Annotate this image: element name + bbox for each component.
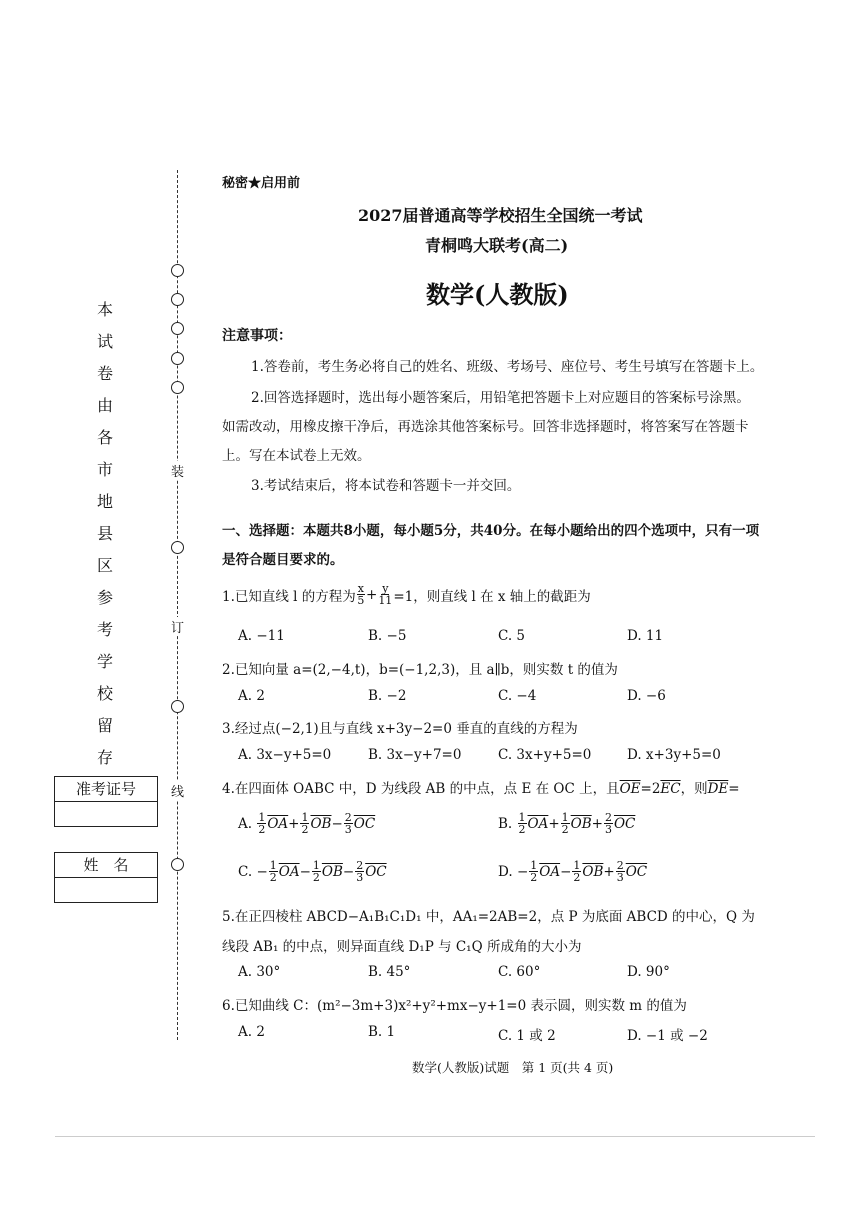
vector-oc: $\overline{OC}$ — [613, 815, 636, 832]
vertical-char: 本 — [97, 300, 114, 319]
subject-title: 数学(人教版) — [426, 280, 569, 309]
option-sign: − — [560, 863, 572, 880]
vertical-char: 县 — [97, 524, 114, 543]
coef-half — [300, 812, 309, 835]
coef-num: 1 — [530, 859, 538, 872]
q4-text-pre: 4.在四面体 OABC 中，D 为线段 AB 的中点，点 E 在 OC 上，且 — [222, 781, 620, 797]
notice-item: 2.回答选择题时，选出每小题答案后，用铅笔把答题卡上对应题目的答案标号涂黑。 — [251, 390, 750, 406]
binding-hole — [171, 264, 184, 277]
q1-plus: + — [366, 586, 378, 603]
question-2: 2.已知向量 a=(2,−4,t)，b=(−1,2,3)，且 a∥b，则实数 t 的值为 — [222, 662, 618, 678]
vector-oa: $\overline{OA}$ — [539, 863, 561, 880]
coef-den: 2 — [312, 871, 320, 884]
question-1 — [222, 583, 591, 606]
coef-den: 2 — [573, 871, 581, 884]
q1-option-a: A. −11 — [238, 628, 285, 644]
coef-half — [561, 812, 570, 835]
section-heading: 一、选择题：本题共8小题，每小题5分，共40分。在每小题给出的四个选项中，只有一项 — [222, 523, 760, 539]
coef-num: 2 — [356, 859, 364, 872]
vertical-char: 各 — [97, 428, 114, 447]
vertical-char: 留 — [97, 716, 114, 735]
coef-num: 1 — [301, 811, 309, 824]
exam-id-box — [54, 776, 158, 827]
vector-oc: $\overline{OC}$ — [365, 863, 387, 880]
q5-option-d: D. 90° — [627, 964, 670, 980]
coef-den: 2 — [269, 871, 277, 884]
vector-ob: $\overline{OB}$ — [310, 815, 332, 832]
notice-title: 注意事项： — [222, 328, 292, 344]
coef-half — [518, 812, 527, 835]
binding-hole — [171, 541, 184, 554]
coef-num: 2 — [616, 859, 624, 872]
notice-item: 3.考试结束后，将本试卷和答题卡一并交回。 — [251, 478, 521, 494]
coef-den: 2 — [258, 823, 266, 836]
question-5-line-1: 5.在正四棱柱 ABCD−A₁B₁C₁D₁ 中，AA₁=2AB=2，点 P 为底面 ABCD 的中心，Q 为 — [222, 909, 755, 925]
q2-option-b: B. −2 — [368, 688, 407, 704]
question-3: 3.经过点(−2,1)且与直线 x+3y−2=0 垂直的直线的方程为 — [222, 721, 578, 737]
q4-mid: ，则 — [680, 781, 708, 797]
vector-ob: $\overline{OB}$ — [321, 863, 343, 880]
q6-option-d: D. −1 或 −2 — [627, 1028, 708, 1044]
coef-num: 1 — [269, 859, 277, 872]
option-sign: − — [256, 863, 268, 880]
q4-option-b — [498, 812, 635, 835]
vertical-char: 参 — [97, 588, 114, 607]
coef-num: 1 — [312, 859, 320, 872]
binding-hole — [171, 381, 184, 394]
secret-label: 秘密★启用前 — [222, 176, 301, 191]
binding-label-ding: 订 — [171, 617, 184, 636]
q1-text-pre: 1.已知直线 l 的方程为 — [222, 588, 356, 605]
q6-option-a: A. 2 — [238, 1024, 265, 1040]
vector-ob: $\overline{OB}$ — [582, 863, 604, 880]
coef-num: 1 — [573, 859, 581, 872]
coef-den: 3 — [356, 871, 364, 884]
coef-half — [572, 860, 581, 883]
exam-title: 2027届普通高等学校招生全国统一考试 — [358, 206, 643, 225]
question-5-line-2: 线段 AB₁ 的中点，则异面直线 D₁P 与 C₁Q 所成角的大小为 — [222, 939, 582, 955]
q3-option-d: D. x+3y+5=0 — [627, 747, 721, 763]
coef-half — [269, 860, 278, 883]
binding-hole — [171, 700, 184, 713]
binding-hole — [171, 352, 184, 365]
exam-id-label: 准考证号 — [55, 777, 157, 802]
vertical-char: 考 — [97, 620, 114, 639]
vector-oc: $\overline{OC}$ — [353, 815, 376, 832]
coef-half — [257, 812, 266, 835]
notice-item: 1.答卷前，考生务必将自己的姓名、班级、考场号、座位号、考生号填写在答题卡上。 — [251, 359, 764, 375]
coef-den: 3 — [344, 823, 352, 836]
q1-den: 11 — [378, 594, 393, 607]
option-sign: − — [516, 863, 529, 880]
option-sign: − — [342, 863, 355, 880]
binding-label-xian: 线 — [171, 781, 184, 800]
coef-num: 1 — [518, 811, 526, 824]
q5-option-c: C. 60° — [498, 964, 541, 980]
q4-vector-oe: $\overline{OE}$ — [619, 781, 641, 797]
q4-vector-ec: $\overline{EC}$ — [660, 781, 681, 797]
vertical-char: 存 — [97, 748, 114, 767]
vertical-char: 校 — [97, 684, 114, 703]
coef-num: 1 — [258, 811, 266, 824]
option-sign: − — [299, 863, 311, 880]
coef-den: 3 — [604, 823, 612, 836]
q1-num: y — [382, 582, 389, 595]
binding-hole — [171, 858, 184, 871]
option-label: B. — [498, 815, 513, 832]
page-footer: 数学(人教版)试题 第 1 页(共 4 页) — [412, 1060, 614, 1075]
notice-item: 如需改动，用橡皮擦干净后，再选涂其他答案标号。回答非选择题时，将答案写在答题卡 — [222, 419, 749, 435]
coef-num: 2 — [604, 811, 612, 824]
exam-subtitle: 青桐鸣大联考(高二) — [425, 236, 569, 255]
coef-two-thirds — [616, 860, 625, 883]
coef-half — [312, 860, 321, 883]
vertical-char: 市 — [97, 460, 114, 479]
coef-den: 2 — [561, 823, 569, 836]
notice-item: 上。写在本试卷上无效。 — [222, 448, 371, 464]
coef-num: 2 — [344, 811, 352, 824]
q4-end: = — [728, 781, 740, 797]
q4-eq: =2 — [640, 781, 661, 797]
binding-label-zhuang: 装 — [171, 461, 184, 480]
q1-fraction-x — [357, 583, 365, 606]
q1-den: 5 — [357, 594, 365, 607]
vector-oa: $\overline{OA}$ — [278, 863, 300, 880]
q5-option-b: B. 45° — [368, 964, 411, 980]
q2-option-d: D. −6 — [627, 688, 666, 704]
vector-oa: $\overline{OA}$ — [267, 815, 289, 832]
q1-text-post: =1，则直线 l 在 x 轴上的截距为 — [393, 588, 591, 605]
q1-option-d: D. 11 — [627, 628, 664, 644]
coef-den: 2 — [530, 871, 538, 884]
option-sign: + — [548, 815, 560, 832]
name-box — [54, 852, 158, 903]
question-4 — [222, 777, 740, 797]
vector-oa: $\overline{OA}$ — [527, 815, 549, 832]
q1-option-b: B. −5 — [368, 628, 407, 644]
q2-option-c: C. −4 — [498, 688, 537, 704]
vertical-char: 学 — [97, 652, 114, 671]
coef-den: 2 — [301, 823, 309, 836]
binding-hole — [171, 293, 184, 306]
vertical-char: 由 — [97, 396, 114, 415]
bottom-rule — [55, 1136, 815, 1137]
q1-option-c: C. 5 — [498, 628, 526, 644]
coef-half — [529, 860, 538, 883]
coef-den: 2 — [518, 823, 526, 836]
question-6: 6.已知曲线 C：(m²−3m+3)x²+y²+mx−y+1=0 表示圆，则实数 m 的值为 — [222, 998, 687, 1014]
option-sign: − — [331, 815, 343, 832]
option-label: C. — [238, 863, 253, 880]
q6-option-b: B. 1 — [368, 1024, 396, 1040]
vertical-char: 区 — [97, 556, 114, 575]
q3-option-c: C. 3x+y+5=0 — [498, 747, 592, 763]
vector-ob: $\overline{OB}$ — [570, 815, 592, 832]
coef-two-thirds — [604, 812, 613, 835]
vector-oc: $\overline{OC}$ — [625, 863, 648, 880]
binding-hole — [171, 322, 184, 335]
q4-option-c — [238, 860, 387, 883]
section-heading-cont: 是符合题目要求的。 — [222, 552, 344, 568]
q4-option-a — [238, 812, 375, 835]
coef-den: 3 — [616, 871, 624, 884]
q3-option-b: B. 3x−y+7=0 — [368, 747, 462, 763]
option-sign: + — [288, 815, 300, 832]
exam-id-field[interactable] — [55, 802, 157, 826]
name-label: 姓 名 — [55, 853, 157, 878]
vertical-char: 卷 — [97, 364, 114, 383]
option-sign: + — [591, 815, 603, 832]
coef-num: 1 — [561, 811, 569, 824]
coef-two-thirds — [355, 860, 364, 883]
vertical-char: 地 — [97, 492, 114, 511]
q3-option-a: A. 3x−y+5=0 — [238, 747, 332, 763]
q1-num: x — [357, 582, 364, 595]
q5-option-a: A. 30° — [238, 964, 281, 980]
q6-option-c: C. 1 或 2 — [498, 1028, 556, 1044]
option-label: D. — [498, 863, 513, 880]
q1-fraction-y — [378, 583, 392, 606]
q2-option-a: A. 2 — [238, 688, 265, 704]
q4-vector-de: $\overline{DE}$ — [707, 781, 729, 797]
q4-option-d — [498, 860, 647, 883]
vertical-char: 试 — [97, 332, 114, 351]
coef-two-thirds — [344, 812, 353, 835]
option-sign: + — [603, 863, 615, 880]
option-label: A. — [238, 815, 253, 832]
name-field[interactable] — [55, 878, 157, 902]
